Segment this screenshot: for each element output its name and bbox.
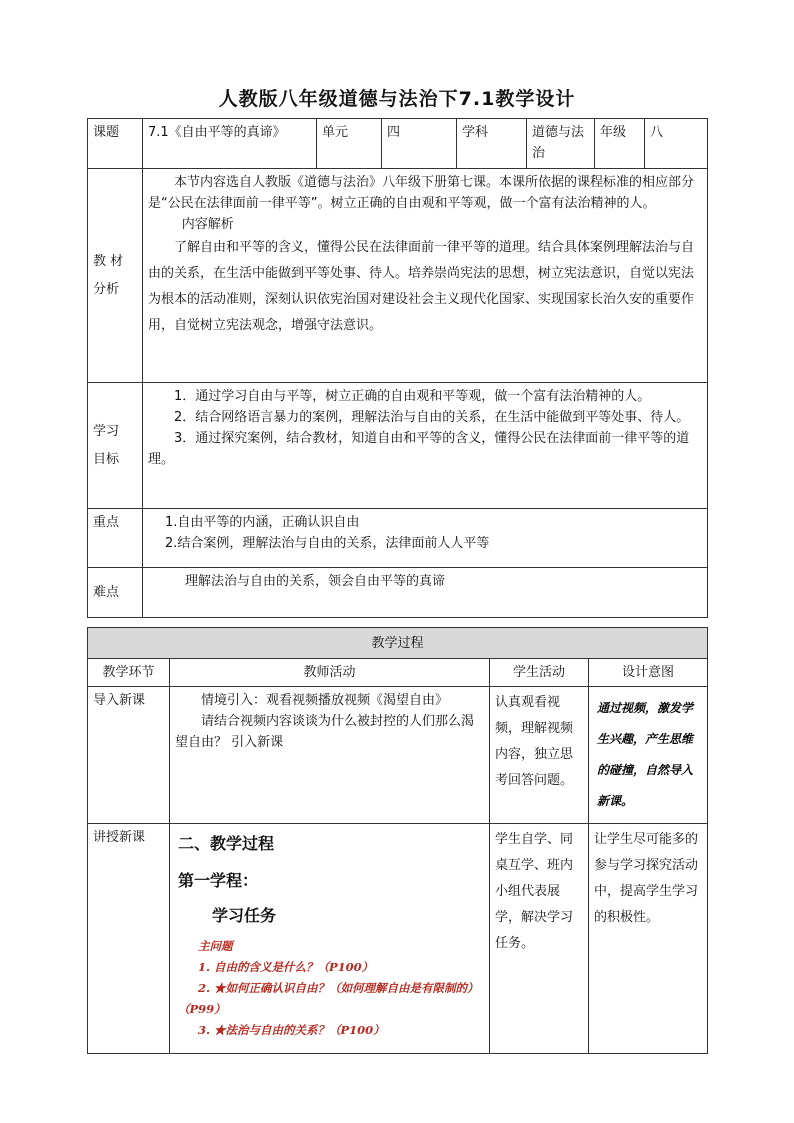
lecture-heading-1: 二、教学过程 <box>178 834 275 853</box>
intro-student: 认真观看视频，理解视频内容，独立思考回答问题。 <box>490 687 589 824</box>
lesson-label: 课题 <box>88 119 143 169</box>
goals-label <box>88 383 143 509</box>
intro-intent: 通过视频，激发学生兴趣，产生思维的碰撞，自然导入新课。 <box>589 687 708 824</box>
process-header: 教学过程 <box>88 628 708 659</box>
key-point-2: 2.结合案例，理解法治与自由的关系，法律面前人人平等 <box>165 536 490 551</box>
question-2: 2. ★如何正确认识自由？（如何理解自由是有限制的）（P99） <box>178 981 479 1016</box>
lecture-heading-2: 第一学程： <box>178 871 259 890</box>
subject-value: 道德与法治 <box>527 119 595 169</box>
difficulty-content: 理解法治与自由的关系，领会自由平等的真谛 <box>143 568 708 618</box>
goal-item-3: 3．通过探究案例，结合教材，知道自由和平等的含义，懂得公民在法律面前一律平等的道理。 <box>148 431 690 467</box>
intro-teacher <box>170 687 490 824</box>
col-teacher: 教师活动 <box>170 659 490 687</box>
analysis-paragraph-1: 本节内容选自人教版《道德与法治》八年级下册第七课。本课所依据的课程标准的相应部分是“公民在法律面前一律平等”。树立正确的自由观和平等观，做一个富有法治精神的人。 <box>148 175 695 211</box>
lecture-intent: 让学生尽可能多的参与学习探究活动中，提高学生学习的积极性。 <box>589 824 708 1054</box>
analysis-paragraph-2: 了解自由和平等的含义，懂得公民在法律面前一律平等的道理。结合具体案例理解法治与自由的关系，在生活中能做到平等处事、待人。培养崇尚宪法的思想，树立宪法意识，自觉以宪法为根本的活动准则，深刻认识依宪治国对建设社会主义现代化国家、实现国家长治久安的重要作用，自觉树立宪法观念，增强守法意识。 <box>148 240 695 333</box>
lecture-stage: 讲授新课 <box>88 824 170 1054</box>
key-point-1: 1.自由平等的内涵，正确认识自由 <box>165 515 360 530</box>
question-1: 1. 自由的含义是什么？（P100） <box>198 960 374 974</box>
process-table <box>87 627 708 1054</box>
intro-stage: 导入新课 <box>88 687 170 824</box>
document-title: 人教版八年级道德与法治下7.1教学设计 <box>218 88 576 110</box>
analysis-subheading: 内容解析 <box>181 217 234 232</box>
lesson-value: 7.1《自由平等的真谛》 <box>143 119 317 169</box>
col-stage: 教学环节 <box>88 659 170 687</box>
goal-item-2: 2．结合网络语言暴力的案例，理解法治与自由的关系，在生活中能做到平等处事、待人。 <box>174 410 690 425</box>
lecture-heading-3: 学习任务 <box>212 906 277 925</box>
grade-label: 年级 <box>595 119 645 169</box>
goals-content <box>143 383 708 509</box>
goals-label-text: 学习 目标 <box>93 423 120 467</box>
lecture-student: 学生自学、同桌互学、班内小组代表展学，解决学习任务。 <box>490 824 589 1054</box>
col-intent: 设计意图 <box>589 659 708 687</box>
question-3: 3. ★法治与自由的关系？（P100） <box>198 1023 385 1037</box>
unit-label: 单元 <box>317 119 382 169</box>
lecture-teacher <box>170 824 490 1054</box>
analysis-label-text: 教 材 分析 <box>93 253 124 297</box>
analysis-content <box>143 169 708 383</box>
lesson-info-table <box>87 118 708 618</box>
intro-teacher-line-1: 情境引入：观看视频播放视频《渴望自由》 <box>201 693 449 708</box>
analysis-label <box>88 169 143 383</box>
difficulty-label: 难点 <box>88 568 143 618</box>
subject-label: 学科 <box>457 119 527 169</box>
goal-item-1: 1．通过学习自由与平等，树立正确的自由观和平等观，做一个富有法治精神的人。 <box>174 389 651 404</box>
key-points-content <box>143 509 708 568</box>
col-student: 学生活动 <box>490 659 589 687</box>
unit-value: 四 <box>382 119 457 169</box>
grade-value: 八 <box>645 119 708 169</box>
key-points-label: 重点 <box>88 509 143 568</box>
intro-teacher-line-2: 请结合视频内容谈谈为什么被封控的人们那么渴望自由？ 引入新课 <box>175 714 475 750</box>
main-question-label: 主问题 <box>198 939 233 953</box>
